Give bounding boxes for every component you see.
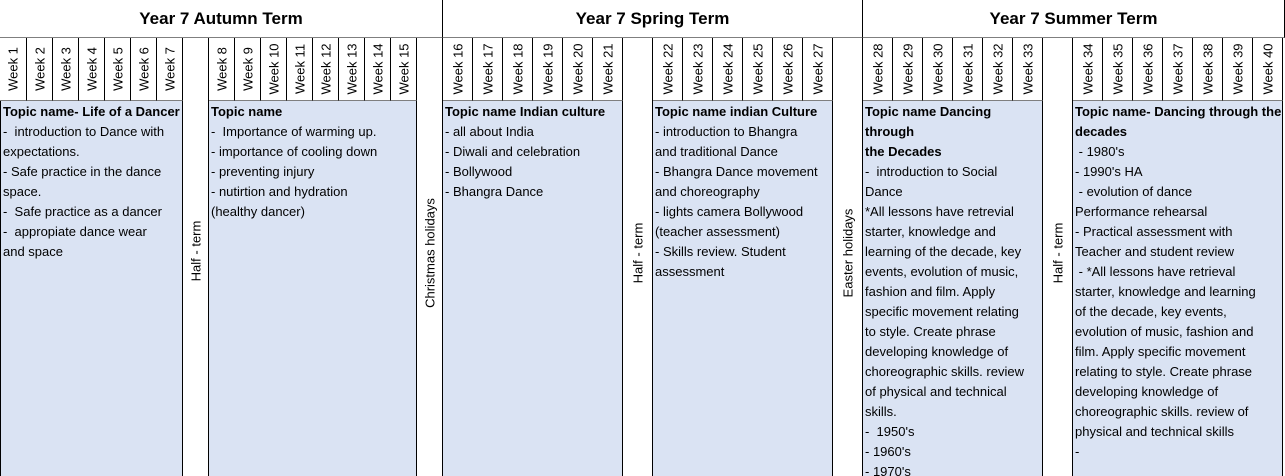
topic-line: -	[1075, 444, 1080, 459]
topic-line: (healthy dancer)	[211, 204, 305, 219]
topic-line: - all about India	[445, 124, 534, 139]
topic-line: expectations.	[3, 144, 80, 159]
week-header: Week 35	[1103, 38, 1133, 101]
week-header: Week 40	[1253, 38, 1283, 101]
week-header: Week 14	[365, 38, 391, 101]
topic-title-continued: the Decades	[865, 144, 942, 159]
christmas-holidays-label: Christmas holidays	[422, 198, 437, 308]
week-header: Week 38	[1193, 38, 1223, 101]
topic-line: Performance rehearsal	[1075, 204, 1208, 219]
week-header: Week 21	[593, 38, 623, 101]
topic-block-spring-2	[653, 101, 833, 476]
week-header: Week 6	[131, 38, 157, 101]
topic-line: choreographic skills. review of	[1075, 404, 1249, 419]
week-header: Week 36	[1133, 38, 1163, 101]
topic-line: - lights camera Bollywood	[655, 204, 804, 219]
topic-line: - Bhangra Dance	[445, 184, 544, 199]
topic-title: Topic name indian Culture	[655, 104, 818, 119]
topic-line: - importance of cooling down	[211, 144, 378, 159]
topic-block-spring-1	[443, 101, 623, 476]
christmas-holidays-column	[417, 38, 443, 476]
topic-block-summer-2	[1073, 101, 1283, 476]
topic-line: and traditional Dance	[655, 144, 778, 159]
week-header: Week 29	[893, 38, 923, 101]
topic-line: specific movement relating	[865, 304, 1019, 319]
topic-line: relating to style. Create phrase	[1075, 364, 1253, 379]
week-header: Week 16	[443, 38, 473, 101]
topic-title: Topic name Dancing through	[865, 104, 992, 139]
topic-line: (teacher assessment)	[655, 224, 780, 239]
topic-line: - Skills review. Student	[655, 244, 786, 259]
week-header: Week 12	[313, 38, 339, 101]
term-header-autumn: Year 7 Autumn Term	[0, 0, 443, 38]
topic-line: choreographic skills. review	[865, 364, 1024, 379]
week-header: Week 25	[743, 38, 773, 101]
topic-line: - preventing injury	[211, 164, 315, 179]
topic-block-autumn-1	[0, 101, 183, 476]
topic-line: - 1980's	[1075, 144, 1125, 159]
topic-line: developing knowledge of	[865, 344, 1009, 359]
topic-line: - Practical assessment with	[1075, 224, 1233, 239]
topic-line: developing knowledge of	[1075, 384, 1219, 399]
week-header: Week 39	[1223, 38, 1253, 101]
topic-line: - Safe practice in the dance	[3, 164, 162, 179]
topic-line: film. Apply specific movement	[1075, 344, 1246, 359]
half-term-label: Half - term	[188, 220, 203, 282]
half-term-column	[623, 38, 653, 476]
half-term-label: Half - term	[1050, 222, 1065, 284]
topic-line: - introduction to Dance with	[3, 124, 165, 139]
topic-block-summer-1	[863, 101, 1043, 476]
topic-line: - Bhangra Dance movement	[655, 164, 818, 179]
topic-line: - 1950's	[865, 424, 915, 439]
topic-line: of the decade, key events,	[1075, 304, 1227, 319]
topic-line: assessment	[655, 264, 725, 279]
week-header: Week 37	[1163, 38, 1193, 101]
topic-line: - Diwali and celebration	[445, 144, 581, 159]
topic-title: Topic name- Life of a Dancer	[3, 104, 180, 119]
week-header: Week 31	[953, 38, 983, 101]
half-term-column	[183, 38, 209, 476]
topic-title-continued: decades	[1075, 124, 1128, 139]
topic-line: skills.	[865, 404, 897, 419]
topic-line: Teacher and student review	[1075, 244, 1234, 259]
topic-line: starter, knowledge and learning	[1075, 284, 1256, 299]
topic-line: - 1990's HA	[1075, 164, 1143, 179]
topic-title: Topic name	[211, 104, 283, 119]
topic-line: - 1960's	[865, 444, 911, 459]
topic-line: events, evolution of music,	[865, 264, 1019, 279]
week-header: Week 23	[683, 38, 713, 101]
week-header: Week 33	[1013, 38, 1043, 101]
topic-line: - introduction to Bhangra	[655, 124, 798, 139]
week-header: Week 11	[287, 38, 313, 101]
week-header: Week 13	[339, 38, 365, 101]
week-header: Week 5	[105, 38, 131, 101]
topic-title: Topic name- Dancing through the	[1075, 104, 1282, 119]
week-header: Week 7	[157, 38, 183, 101]
topic-title: Topic name Indian culture	[445, 104, 606, 119]
week-header: Week 10	[261, 38, 287, 101]
week-header: Week 19	[533, 38, 563, 101]
topic-line: evolution of music, fashion and	[1075, 324, 1254, 339]
topic-line: - 1970's	[865, 464, 911, 476]
topic-line: and space	[3, 244, 63, 259]
week-header: Week 17	[473, 38, 503, 101]
topic-line: of physical and technical	[865, 384, 1007, 399]
topic-line: - appropiate dance wear	[3, 224, 147, 239]
easter-holidays-column	[833, 38, 863, 476]
week-header: Week 27	[803, 38, 833, 101]
topic-line: - *All lessons have retrieval	[1075, 264, 1236, 279]
week-header: Week 8	[209, 38, 235, 101]
week-header: Week 34	[1073, 38, 1103, 101]
week-header: Week 1	[0, 38, 27, 101]
topic-line: to style. Create phrase	[865, 324, 996, 339]
week-header: Week 18	[503, 38, 533, 101]
week-header: Week 30	[923, 38, 953, 101]
week-header: Week 2	[27, 38, 53, 101]
topic-line: learning of the decade, key	[865, 244, 1022, 259]
week-header: Week 22	[653, 38, 683, 101]
topic-line: - Bollywood	[445, 164, 513, 179]
topic-line: physical and technical skills	[1075, 424, 1234, 439]
topic-line: space.	[3, 184, 42, 199]
term-header-spring: Year 7 Spring Term	[443, 0, 863, 38]
topic-line: and choreography	[655, 184, 760, 199]
week-header: Week 3	[53, 38, 79, 101]
topic-line: *All lessons have retrevial	[865, 204, 1014, 219]
topic-line: Dance	[865, 184, 903, 199]
term-header-summer: Year 7 Summer Term	[863, 0, 1285, 38]
week-header: Week 24	[713, 38, 743, 101]
topic-line: - Safe practice as a dancer	[3, 204, 162, 219]
topic-line: - evolution of dance	[1075, 184, 1193, 199]
topic-line: starter, knowledge and	[865, 224, 996, 239]
week-header: Week 32	[983, 38, 1013, 101]
topic-line: fashion and film. Apply	[865, 284, 996, 299]
topic-block-autumn-2	[209, 101, 417, 476]
topic-line: - Importance of warming up.	[211, 124, 377, 139]
week-header: Week 4	[79, 38, 105, 101]
half-term-column	[1043, 38, 1073, 476]
week-header: Week 20	[563, 38, 593, 101]
topic-line: - introduction to Social	[865, 164, 998, 179]
week-header: Week 28	[863, 38, 893, 101]
week-header: Week 26	[773, 38, 803, 101]
topic-line: - nutirtion and hydration	[211, 184, 348, 199]
week-header: Week 9	[235, 38, 261, 101]
half-term-label: Half - term	[630, 222, 645, 284]
week-header: Week 15	[391, 38, 417, 101]
easter-holidays-label: Easter holidays	[840, 208, 855, 298]
